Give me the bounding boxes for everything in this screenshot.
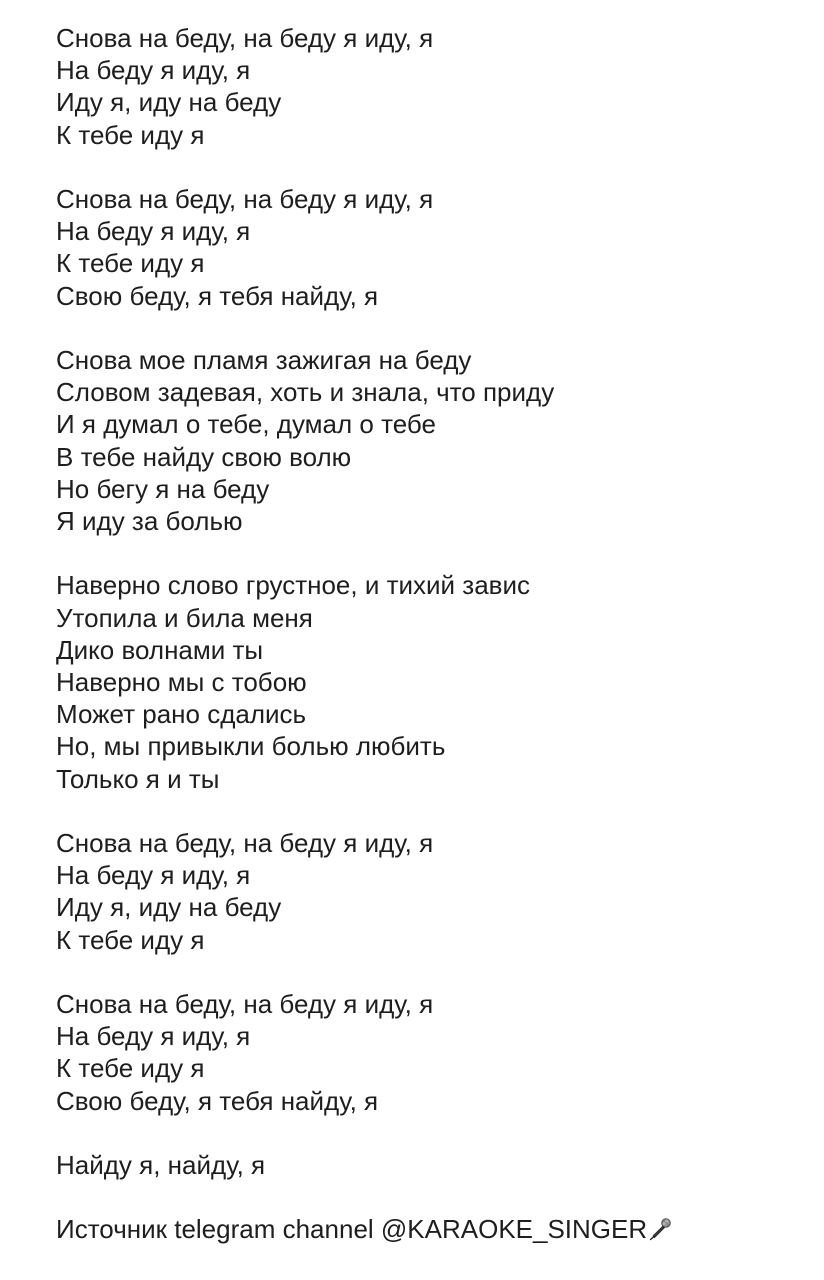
lyric-line: В тебе найду свою волю [56,441,352,472]
lyric-line: К тебе иду я [56,119,205,150]
source-credit [56,1213,816,1245]
lyric-line: И я думал о тебе, думал о тебе [56,409,436,440]
microphone-icon [647,1216,673,1242]
lyric-line: Найду я, найду, я [56,1150,266,1181]
lyric-line: К тебе иду я [56,924,205,955]
source-text: Источник telegram channel @KARAOKE_SINGER [56,1214,648,1245]
stanza [56,988,816,1117]
lyric-line: Снова на беду, на беду я иду, я [56,828,434,859]
lyric-line: На беду я иду, я [56,1021,251,1052]
lyric-line: Снова на беду, на беду я иду, я [56,184,434,214]
lyric-line: Дико волнами ты [56,634,264,665]
stanza [56,22,816,151]
lyric-line: Но бегу я на беду [56,473,270,504]
lyric-line: Словом задевая, хоть и знала, что приду [56,377,555,408]
lyric-line: Снова мое пламя зажигая на беду [56,345,472,375]
lyric-line: К тебе иду я [56,248,205,279]
lyric-line: Наверно мы с тобою [56,667,307,698]
lyric-line: Иду я, иду на беду [56,87,282,118]
stanza [56,827,816,956]
lyric-line: На беду я иду, я [56,216,251,247]
stanza [56,569,816,794]
lyric-line: Снова на беду, на беду я иду, я [56,989,434,1020]
stanza [56,1149,816,1181]
lyric-line: Наверно слово грустное, и тихий завис [56,570,531,601]
lyric-line: На беду я иду, я [56,55,251,86]
lyric-line: На беду я иду, я [56,860,251,891]
lyric-line: Свою беду, я тебя найду, я [56,280,379,311]
stanza [56,344,816,537]
lyric-line: Свою беду, я тебя найду, я [56,1085,379,1116]
stanza [56,183,816,312]
lyric-line: Снова на беду, на беду я иду, я [56,23,434,53]
lyric-line: Только я и ты [56,763,220,794]
lyric-line: Я иду за болью [56,506,243,537]
lyric-line: Но, мы привыкли болью любить [56,731,446,762]
lyric-line: К тебе иду я [56,1053,205,1084]
lyric-line: Иду я, иду на беду [56,892,282,923]
lyric-line: Утопила и била меня [56,602,313,633]
lyric-line: Может рано сдались [56,699,307,730]
lyrics-text [56,22,816,1246]
